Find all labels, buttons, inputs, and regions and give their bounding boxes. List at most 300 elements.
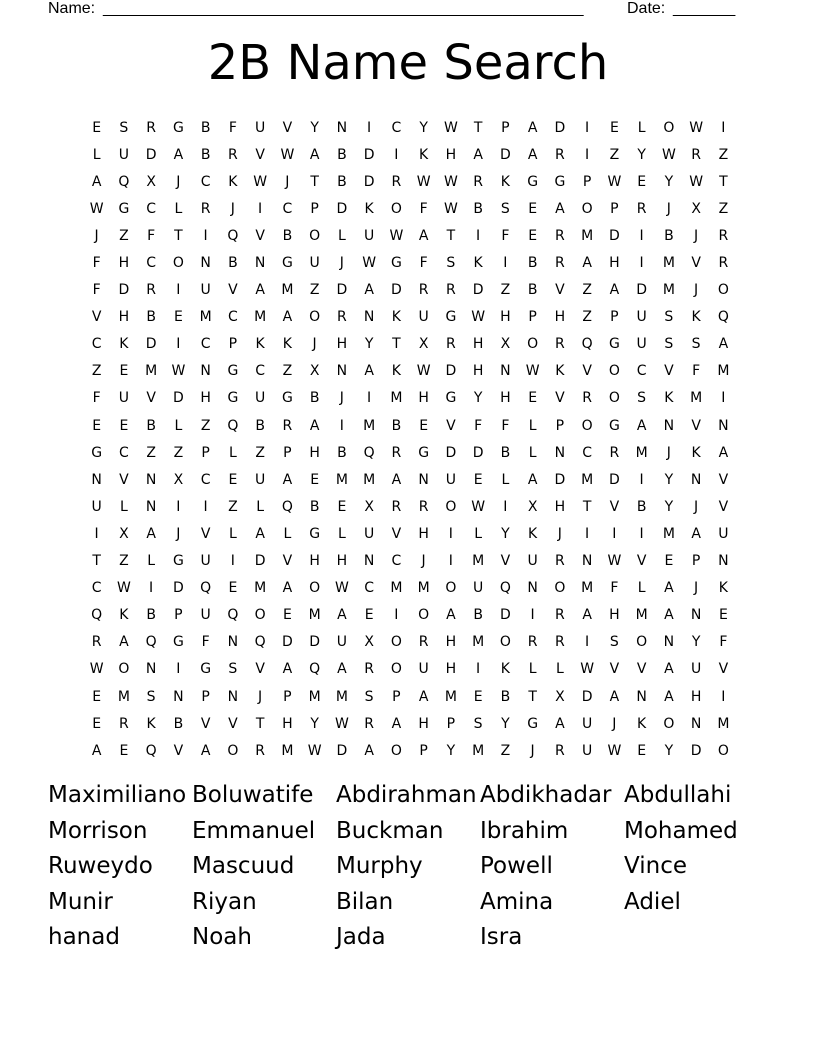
grid-letter: A	[364, 282, 374, 299]
grid-letter: Y	[501, 715, 510, 732]
grid-letter: M	[145, 363, 158, 380]
grid-letter: A	[718, 336, 729, 353]
grid-letter: H	[500, 390, 511, 407]
grid-letter: S	[664, 309, 674, 326]
grid-letter: D	[363, 146, 375, 163]
grid-letter: R	[555, 336, 565, 353]
grid-letter: P	[501, 119, 510, 136]
grid-letter: C	[282, 200, 293, 217]
grid-letter: R	[473, 173, 483, 190]
grid-letter: L	[337, 525, 346, 542]
grid-letter: R	[446, 336, 456, 353]
grid-letter: K	[473, 255, 483, 272]
grid-letter: W	[580, 661, 595, 678]
grid-letter: D	[172, 390, 184, 407]
grid-letter: U	[91, 498, 102, 515]
grid-letter: U	[636, 309, 647, 326]
grid-letter: M	[254, 580, 267, 597]
grid-letter: Y	[664, 742, 674, 759]
grid-letter: N	[690, 715, 702, 732]
grid-letter: K	[228, 173, 238, 190]
grid-letter: L	[228, 444, 237, 461]
grid-letter: M	[717, 715, 730, 732]
grid-letter: O	[227, 742, 239, 759]
grid-letter: D	[472, 444, 484, 461]
grid-letter: O	[581, 417, 593, 434]
grid-letter: D	[554, 119, 566, 136]
grid-letter: H	[690, 688, 702, 705]
grid-letter: N	[500, 363, 511, 380]
grid-letter: I	[639, 525, 644, 542]
grid-letter: M	[390, 390, 403, 407]
grid-row	[83, 737, 737, 764]
grid-letter: W	[89, 200, 104, 217]
grid-letter: V	[391, 525, 402, 542]
grid-letter: N	[227, 688, 239, 705]
grid-letter: V	[691, 417, 701, 434]
grid-letter: M	[662, 282, 675, 299]
grid-letter: Q	[499, 580, 511, 597]
grid-letter: I	[721, 119, 726, 136]
grid-letter: I	[585, 525, 590, 542]
grid-letter: K	[419, 146, 429, 163]
grid-letter: X	[364, 498, 374, 515]
grid-letter: U	[200, 607, 211, 624]
grid-letter: D	[363, 173, 375, 190]
grid-letter: O	[254, 607, 266, 624]
grid-letter: X	[309, 363, 320, 380]
grid-letter: I	[585, 146, 590, 163]
grid-letter: V	[173, 742, 184, 759]
grid-letter: O	[390, 661, 402, 678]
grid-letter: V	[200, 715, 211, 732]
grid-letter: W	[334, 715, 349, 732]
grid-letter: J	[94, 227, 99, 244]
grid-letter: M	[308, 688, 321, 705]
grid-letter: N	[91, 471, 102, 488]
grid-row	[83, 548, 737, 575]
grid-letter: O	[608, 390, 620, 407]
grid-letter: P	[201, 688, 210, 705]
grid-letter: Y	[664, 173, 674, 190]
grid-letter: T	[528, 688, 537, 705]
grid-letter: M	[581, 471, 594, 488]
grid-letter: A	[446, 607, 456, 624]
grid-letter: M	[363, 417, 376, 434]
grid-letter: C	[200, 471, 211, 488]
name-label: Name:	[48, 0, 96, 17]
grid-letter: L	[528, 417, 537, 434]
grid-letter: N	[336, 363, 348, 380]
grid-letter: A	[391, 471, 402, 488]
grid-letter: W	[443, 173, 458, 190]
grid-letter: D	[336, 200, 348, 217]
grid-letter: R	[555, 553, 565, 570]
grid-letter: M	[472, 634, 485, 651]
grid-row	[83, 710, 737, 737]
grid-letter: K	[691, 309, 701, 326]
grid-letter: V	[91, 309, 102, 326]
grid-letter: S	[119, 119, 129, 136]
grid-letter: E	[228, 471, 238, 488]
grid-letter: V	[282, 553, 293, 570]
grid-letter: A	[337, 661, 347, 678]
grid-letter: H	[609, 255, 620, 272]
grid-letter: O	[118, 661, 130, 678]
grid-letter: H	[500, 309, 511, 326]
grid-letter: R	[364, 661, 374, 678]
grid-letter: P	[610, 200, 619, 217]
grid-letter: A	[555, 200, 565, 217]
grid-letter: G	[554, 173, 566, 190]
grid-letter: M	[363, 471, 376, 488]
grid-letter: B	[636, 498, 647, 515]
grid-letter: L	[174, 417, 183, 434]
grid-letter: E	[119, 417, 129, 434]
grid-letter: D	[608, 471, 620, 488]
grid-letter: F	[228, 119, 237, 136]
grid-letter: V	[582, 363, 592, 380]
grid-letter: J	[339, 255, 344, 272]
grid-letter: W	[661, 146, 676, 163]
grid-letter: C	[146, 200, 157, 217]
grid-letter: L	[119, 498, 128, 515]
grid-row	[83, 222, 737, 249]
grid-letter: R	[555, 634, 565, 651]
grid-letter: O	[581, 200, 593, 217]
grid-letter: T	[174, 227, 183, 244]
grid-letter: P	[392, 688, 401, 705]
grid-letter: B	[228, 255, 238, 272]
grid-letter: A	[282, 580, 293, 597]
grid-letter: B	[473, 200, 483, 217]
grid-letter: Q	[200, 580, 212, 597]
grid-letter: N	[200, 255, 211, 272]
grid-letter: K	[364, 200, 374, 217]
grid-letter: U	[336, 634, 347, 651]
grid-letter: Y	[310, 715, 319, 732]
grid-letter: I	[367, 119, 372, 136]
grid-letter: X	[364, 634, 374, 651]
grid-letter: X	[418, 336, 429, 353]
grid-letter: E	[718, 607, 728, 624]
grid-letter: T	[310, 173, 319, 190]
grid-letter: O	[309, 580, 321, 597]
grid-row	[83, 439, 737, 466]
grid-letter: S	[446, 255, 456, 272]
grid-letter: E	[119, 363, 129, 380]
grid-letter: C	[255, 363, 266, 380]
grid-letter: E	[609, 119, 619, 136]
grid-letter: E	[528, 200, 538, 217]
grid-letter: I	[448, 525, 453, 542]
grid-letter: W	[334, 580, 349, 597]
grid-letter: V	[555, 282, 565, 299]
grid-letter: H	[118, 309, 130, 326]
grid-letter: U	[200, 553, 211, 570]
grid-letter: H	[609, 607, 620, 624]
grid-letter: G	[172, 553, 184, 570]
grid-letter: L	[228, 525, 237, 542]
grid-row	[83, 277, 737, 304]
grid-letter: I	[448, 553, 453, 570]
grid-letter: A	[364, 742, 374, 759]
grid-letter: J	[666, 444, 671, 461]
grid-letter: R	[418, 634, 429, 651]
grid-letter: R	[555, 607, 565, 624]
grid-letter: V	[718, 471, 729, 488]
grid-letter: N	[363, 309, 375, 326]
grid-letter: G	[91, 444, 103, 461]
grid-letter: T	[92, 553, 101, 570]
grid-letter: G	[309, 525, 321, 542]
grid-letter: N	[363, 553, 375, 570]
word-bank-item: Munir	[48, 888, 113, 915]
grid-letter: Q	[309, 661, 321, 678]
grid-letter: I	[612, 525, 617, 542]
grid-letter: T	[582, 498, 592, 515]
grid-letter: N	[145, 498, 157, 515]
grid-letter: E	[282, 607, 292, 624]
grid-letter: R	[609, 444, 620, 461]
grid-letter: L	[147, 553, 156, 570]
grid-letter: K	[146, 715, 156, 732]
grid-letter: D	[145, 336, 157, 353]
grid-letter: H	[282, 715, 293, 732]
grid-letter: H	[336, 553, 348, 570]
grid-letter: X	[555, 688, 565, 705]
grid-letter: A	[691, 525, 701, 542]
grid-letter: A	[282, 309, 293, 326]
grid-letter: V	[636, 553, 647, 570]
grid-letter: M	[390, 580, 403, 597]
grid-letter: B	[664, 227, 674, 244]
grid-letter: A	[555, 715, 565, 732]
grid-letter: T	[255, 715, 265, 732]
grid-letter: Z	[582, 309, 592, 326]
grid-letter: M	[581, 227, 594, 244]
word-bank-item: Murphy	[336, 853, 423, 880]
word-bank-item: Mascuud	[192, 853, 295, 880]
grid-letter: H	[472, 336, 484, 353]
grid-letter: I	[176, 661, 181, 678]
grid-letter: U	[582, 742, 593, 759]
grid-letter: C	[91, 336, 102, 353]
grid-letter: R	[691, 146, 701, 163]
grid-letter: B	[255, 417, 265, 434]
grid-letter: M	[254, 309, 267, 326]
grid-row	[83, 304, 737, 331]
grid-letter: A	[527, 119, 538, 136]
grid-letter: D	[172, 580, 184, 597]
grid-letter: C	[91, 580, 102, 597]
grid-letter: B	[200, 146, 211, 163]
grid-letter: U	[255, 471, 266, 488]
grid-letter: W	[416, 363, 431, 380]
grid-letter: N	[663, 634, 675, 651]
grid-letter: V	[200, 525, 211, 542]
grid-letter: C	[146, 255, 157, 272]
grid-letter: W	[307, 742, 322, 759]
grid-letter: E	[473, 471, 483, 488]
grid-letter: L	[283, 525, 292, 542]
grid-letter: E	[310, 471, 320, 488]
grid-letter: K	[664, 390, 674, 407]
grid-letter: J	[530, 742, 535, 759]
grid-letter: V	[691, 255, 701, 272]
grid-letter: K	[718, 580, 728, 597]
grid-letter: F	[147, 227, 156, 244]
grid-letter: N	[527, 580, 538, 597]
grid-letter: I	[176, 336, 181, 353]
grid-letter: J	[339, 390, 344, 407]
grid-letter: Z	[500, 742, 511, 759]
grid-letter: A	[255, 525, 265, 542]
grid-letter: W	[89, 661, 104, 678]
grid-letter: C	[364, 580, 375, 597]
word-bank-item: Noah	[192, 924, 252, 951]
grid-letter: X	[527, 498, 538, 515]
grid-letter: T	[392, 336, 401, 353]
grid-letter: B	[500, 688, 511, 705]
grid-letter: R	[718, 255, 729, 272]
grid-letter: N	[227, 634, 239, 651]
grid-letter: M	[308, 607, 321, 624]
grid-letter: M	[472, 742, 485, 759]
grid-letter: I	[585, 634, 590, 651]
grid-letter: W	[607, 553, 622, 570]
grid-letter: I	[339, 417, 344, 434]
grid-letter: O	[663, 119, 675, 136]
grid-letter: W	[471, 498, 486, 515]
grid-letter: C	[200, 173, 211, 190]
grid-letter: Z	[119, 227, 129, 244]
word-bank-item: Amina	[480, 888, 554, 915]
grid-letter: V	[718, 498, 729, 515]
grid-letter: N	[690, 471, 702, 488]
grid-letter: W	[253, 173, 268, 190]
grid-letter: R	[200, 200, 211, 217]
grid-letter: K	[528, 525, 538, 542]
grid-letter: Y	[664, 498, 674, 515]
grid-letter: T	[446, 227, 456, 244]
grid-letter: L	[92, 146, 101, 163]
grid-letter: I	[585, 119, 590, 136]
grid-letter: Y	[637, 146, 646, 163]
grid-letter: R	[527, 634, 538, 651]
grid-letter: S	[664, 336, 674, 353]
worksheet-header	[48, 0, 748, 20]
date-label: Date:	[627, 0, 666, 17]
word-bank-item: Abdullahi	[624, 782, 732, 808]
grid-letter: D	[336, 282, 348, 299]
grid-letter: M	[690, 390, 703, 407]
grid-letter: R	[446, 282, 456, 299]
grid-letter: G	[527, 173, 539, 190]
word-bank-item: Maximiliano	[48, 782, 187, 808]
grid-letter: W	[607, 742, 622, 759]
grid-letter: R	[364, 715, 374, 732]
grid-letter: Z	[91, 363, 102, 380]
grid-letter: K	[119, 336, 129, 353]
grid-letter: A	[664, 607, 674, 624]
grid-letter: U	[118, 146, 129, 163]
grid-letter: A	[664, 688, 674, 705]
grid-letter: X	[146, 173, 156, 190]
word-bank-item: Jada	[336, 924, 386, 951]
grid-letter: N	[254, 255, 266, 272]
grid-letter: R	[418, 282, 429, 299]
grid-letter: W	[443, 200, 458, 217]
grid-row	[83, 195, 737, 222]
grid-letter: L	[256, 498, 265, 515]
grid-letter: J	[694, 498, 699, 515]
grid-letter: P	[228, 336, 238, 353]
grid-letter: Z	[200, 417, 211, 434]
grid-letter: A	[391, 715, 402, 732]
grid-letter: D	[145, 146, 157, 163]
grid-letter: J	[557, 525, 562, 542]
grid-letter: D	[445, 363, 457, 380]
grid-letter: O	[390, 634, 402, 651]
grid-letter: Z	[173, 444, 184, 461]
grid-letter: G	[227, 390, 239, 407]
grid-letter: A	[527, 471, 538, 488]
grid-letter: K	[500, 173, 510, 190]
grid-letter: M	[199, 309, 212, 326]
grid-letter: B	[282, 227, 293, 244]
grid-letter: C	[200, 336, 211, 353]
grid-letter: N	[173, 688, 184, 705]
grid-letter: A	[200, 742, 211, 759]
grid-letter: Q	[145, 742, 157, 759]
grid-letter: H	[418, 715, 429, 732]
grid-row	[83, 114, 737, 141]
grid-letter: D	[690, 742, 702, 759]
grid-letter: I	[530, 607, 535, 624]
word-bank-item: Abdirahman	[336, 782, 477, 808]
grid-letter: R	[718, 227, 729, 244]
grid-letter: R	[146, 119, 156, 136]
grid-letter: W	[116, 580, 131, 597]
grid-letter: R	[555, 146, 565, 163]
grid-letter: J	[694, 227, 699, 244]
grid-letter: O	[608, 363, 620, 380]
word-bank-item: Morrison	[48, 817, 148, 844]
grid-letter: G	[527, 715, 539, 732]
grid-letter: U	[636, 336, 647, 353]
grid-letter: E	[364, 607, 374, 624]
grid-letter: Z	[609, 146, 620, 163]
grid-letter: O	[309, 309, 321, 326]
grid-letter: T	[473, 119, 483, 136]
grid-row	[83, 331, 737, 358]
grid-letter: C	[118, 444, 129, 461]
grid-letter: A	[282, 661, 293, 678]
grid-letter: X	[500, 336, 511, 353]
grid-letter: D	[336, 742, 348, 759]
grid-row	[83, 656, 737, 683]
grid-letter: N	[200, 363, 211, 380]
grid-letter: Z	[255, 444, 265, 461]
grid-letter: L	[337, 227, 346, 244]
grid-letter: W	[443, 119, 458, 136]
word-bank-item: Powell	[480, 853, 553, 880]
grid-letter: W	[416, 173, 431, 190]
grid-letter: A	[718, 444, 729, 461]
grid-letter: W	[525, 363, 540, 380]
word-bank-item: Buckman	[336, 817, 444, 844]
